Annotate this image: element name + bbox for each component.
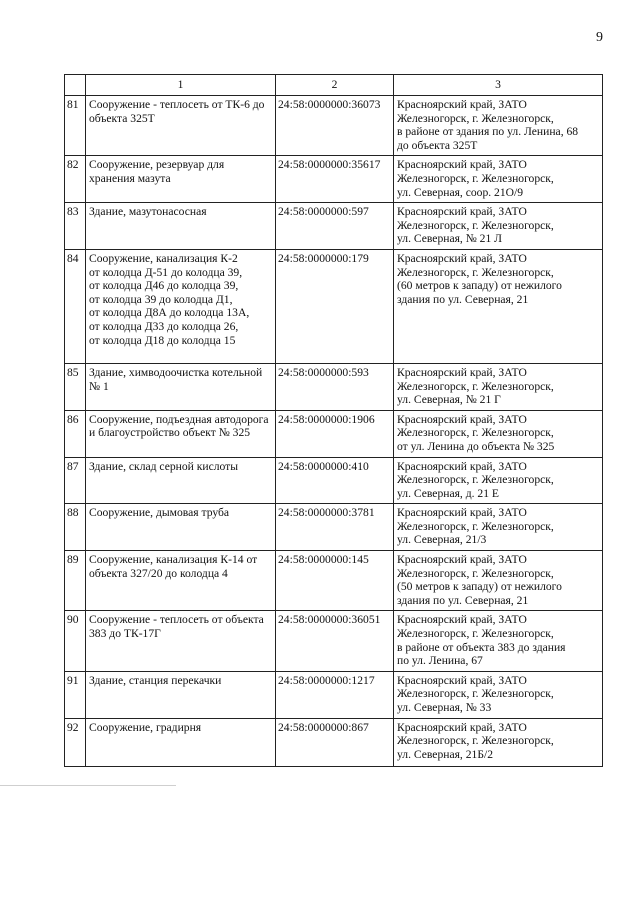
header-cell-cadastral: 2 bbox=[276, 75, 394, 96]
row-number-cell: 82 bbox=[65, 156, 86, 203]
object-name-cell bbox=[86, 611, 276, 671]
table-row bbox=[65, 611, 603, 671]
row-number-cell: 84 bbox=[65, 249, 86, 363]
table-row bbox=[65, 671, 603, 718]
table-row bbox=[65, 203, 603, 250]
table-row bbox=[65, 410, 603, 457]
address-line: ул. Северная, 21/3 bbox=[397, 533, 487, 547]
cadastral-number-cell: 24:58:0000000:593 bbox=[276, 363, 394, 410]
object-name-line: от колодца Д18 до колодца 15 bbox=[89, 333, 236, 347]
address-cell bbox=[394, 504, 603, 551]
object-name-cell bbox=[86, 457, 276, 504]
address-line: в районе от здания по ул. Ленина, 68 bbox=[397, 125, 579, 139]
cadastral-number-cell: 24:58:0000000:36073 bbox=[276, 96, 394, 156]
object-name-line: Сооружение, резервуар для bbox=[89, 158, 225, 172]
object-name-cell bbox=[86, 203, 276, 250]
property-registry-table bbox=[64, 74, 603, 767]
address-line: ул. Северная, 21Б/2 bbox=[397, 747, 493, 761]
address-line: (50 метров к западу) от нежилого bbox=[397, 580, 562, 594]
object-name-line: 383 до ТК-17Г bbox=[89, 627, 161, 641]
row-number-cell: 91 bbox=[65, 671, 86, 718]
address-line: Железногорск, г. Железногорск, bbox=[397, 566, 554, 580]
object-name-line: Здание, станция перекачки bbox=[89, 673, 222, 687]
object-name-cell bbox=[86, 363, 276, 410]
address-cell bbox=[394, 611, 603, 671]
object-name-line: от колодца Д46 до колодца 39, bbox=[89, 279, 239, 293]
table-row bbox=[65, 457, 603, 504]
header-cell-address: 3 bbox=[394, 75, 603, 96]
address-line: Железногорск, г. Железногорск, bbox=[397, 265, 554, 279]
address-line: Красноярский край, ЗАТО bbox=[397, 673, 527, 687]
cadastral-number-cell: 24:58:0000000:35617 bbox=[276, 156, 394, 203]
address-line: в районе от объекта 383 до здания bbox=[397, 640, 566, 654]
object-name-cell bbox=[86, 156, 276, 203]
object-name-line: Здание, химводоочистка котельной bbox=[89, 365, 263, 379]
address-line: ул. Северная, д. 21 Е bbox=[397, 486, 499, 500]
cadastral-number-cell: 24:58:0000000:410 bbox=[276, 457, 394, 504]
address-line: Красноярский край, ЗАТО bbox=[397, 158, 527, 172]
object-name-cell bbox=[86, 249, 276, 363]
address-line: здания по ул. Северная, 21 bbox=[397, 593, 529, 607]
address-cell bbox=[394, 249, 603, 363]
cadastral-number-cell: 24:58:0000000:145 bbox=[276, 551, 394, 611]
row-number-cell: 86 bbox=[65, 410, 86, 457]
address-cell bbox=[394, 203, 603, 250]
address-line: (60 метров к западу) от нежилого bbox=[397, 279, 562, 293]
address-cell bbox=[394, 363, 603, 410]
address-cell bbox=[394, 671, 603, 718]
address-line: Железногорск, г. Железногорск, bbox=[397, 111, 554, 125]
address-line: Железногорск, г. Железногорск, bbox=[397, 426, 554, 440]
table-body bbox=[65, 96, 603, 767]
address-line: Железногорск, г. Железногорск, bbox=[397, 218, 554, 232]
row-number-cell: 90 bbox=[65, 611, 86, 671]
row-number-cell: 85 bbox=[65, 363, 86, 410]
row-number-cell: 83 bbox=[65, 203, 86, 250]
address-cell bbox=[394, 96, 603, 156]
object-name-line: объекта 325Т bbox=[89, 111, 155, 125]
address-line: по ул. Ленина, 67 bbox=[397, 654, 483, 668]
object-name-cell bbox=[86, 410, 276, 457]
row-number-cell: 87 bbox=[65, 457, 86, 504]
address-line: от ул. Ленина до объекта № 325 bbox=[397, 439, 555, 453]
table-row bbox=[65, 156, 603, 203]
object-name-line: от колодца 39 до колодца Д1, bbox=[89, 292, 233, 306]
address-line: Красноярский край, ЗАТО bbox=[397, 720, 527, 734]
address-line: ул. Северная, соор. 21О/9 bbox=[397, 185, 524, 199]
object-name-line: Сооружение, канализация К-2 bbox=[89, 251, 238, 265]
object-name-line: Сооружение, подъездная автодорога bbox=[89, 412, 269, 426]
object-name-cell bbox=[86, 718, 276, 766]
address-line: Железногорск, г. Железногорск, bbox=[397, 379, 554, 393]
object-name-line: и благоустройство объект № 325 bbox=[89, 426, 251, 440]
cadastral-number-cell: 24:58:0000000:3781 bbox=[276, 504, 394, 551]
header-row bbox=[65, 75, 603, 96]
address-line: Железногорск, г. Железногорск, bbox=[397, 687, 554, 701]
row-number-cell: 89 bbox=[65, 551, 86, 611]
object-name-line: от колодца Д33 до колодца 26, bbox=[89, 319, 239, 333]
object-name-cell bbox=[86, 504, 276, 551]
header-cell-name: 1 bbox=[86, 75, 276, 96]
address-line: Красноярский край, ЗАТО bbox=[397, 365, 527, 379]
cadastral-number-cell: 24:58:0000000:1217 bbox=[276, 671, 394, 718]
address-line: Железногорск, г. Железногорск, bbox=[397, 627, 554, 641]
address-line: до объекта 325Т bbox=[397, 138, 478, 152]
object-name-cell bbox=[86, 96, 276, 156]
object-name-line: Сооружение - теплосеть от объекта bbox=[89, 613, 264, 627]
address-line: Красноярский край, ЗАТО bbox=[397, 459, 527, 473]
row-number-cell: 81 bbox=[65, 96, 86, 156]
table-row bbox=[65, 249, 603, 363]
object-name-line: Здание, склад серной кислоты bbox=[89, 459, 239, 473]
object-name-line: от колодца Д8А до колодца 13А, bbox=[89, 306, 250, 320]
address-line: Красноярский край, ЗАТО bbox=[397, 98, 527, 111]
scan-artifact-line bbox=[0, 785, 176, 786]
table-row bbox=[65, 504, 603, 551]
address-line: здания по ул. Северная, 21 bbox=[397, 292, 529, 306]
address-line: Железногорск, г. Железногорск, bbox=[397, 734, 554, 748]
object-name-line: Сооружение, дымовая труба bbox=[89, 506, 230, 520]
object-name-cell bbox=[86, 551, 276, 611]
address-line: ул. Северная, № 21 Л bbox=[397, 232, 503, 246]
cadastral-number-cell: 24:58:0000000:179 bbox=[276, 249, 394, 363]
header-cell-number bbox=[65, 75, 86, 96]
address-cell bbox=[394, 457, 603, 504]
address-line: Красноярский край, ЗАТО bbox=[397, 553, 527, 567]
address-line: ул. Северная, № 33 bbox=[397, 701, 492, 714]
address-line: Красноярский край, ЗАТО bbox=[397, 506, 527, 520]
cadastral-number-cell: 24:58:0000000:36051 bbox=[276, 611, 394, 671]
page-number: 9 bbox=[596, 30, 603, 45]
object-name-line: Сооружение, канализация К-14 от bbox=[89, 553, 258, 567]
cadastral-number-cell: 24:58:0000000:1906 bbox=[276, 410, 394, 457]
address-line: Железногорск, г. Железногорск, bbox=[397, 171, 554, 185]
address-line: Красноярский край, ЗАТО bbox=[397, 613, 527, 627]
object-name-line: № 1 bbox=[89, 379, 109, 393]
row-number-cell: 92 bbox=[65, 718, 86, 766]
object-name-line: хранения мазута bbox=[89, 171, 171, 185]
object-name-line: Сооружение, градирня bbox=[89, 720, 202, 734]
table-row bbox=[65, 96, 603, 156]
address-cell bbox=[394, 718, 603, 766]
object-name-line: от колодца Д-51 до колодца 39, bbox=[89, 265, 243, 279]
address-cell bbox=[394, 551, 603, 611]
address-line: Красноярский край, ЗАТО bbox=[397, 251, 527, 265]
object-name-line: Здание, мазутонасосная bbox=[89, 205, 207, 219]
address-line: Красноярский край, ЗАТО bbox=[397, 205, 527, 219]
table-row bbox=[65, 718, 603, 766]
object-name-line: объекта 327/20 до колодца 4 bbox=[89, 566, 228, 580]
address-line: Железногорск, г. Железногорск, bbox=[397, 473, 554, 487]
address-cell bbox=[394, 410, 603, 457]
address-line: ул. Северная, № 21 Г bbox=[397, 393, 501, 407]
address-line: Красноярский край, ЗАТО bbox=[397, 412, 527, 426]
address-cell bbox=[394, 156, 603, 203]
row-number-cell: 88 bbox=[65, 504, 86, 551]
object-name-line: Сооружение - теплосеть от ТК-6 до bbox=[89, 98, 265, 111]
object-name-cell bbox=[86, 671, 276, 718]
address-line: Железногорск, г. Железногорск, bbox=[397, 519, 554, 533]
cadastral-number-cell: 24:58:0000000:597 bbox=[276, 203, 394, 250]
table-row bbox=[65, 551, 603, 611]
cadastral-number-cell: 24:58:0000000:867 bbox=[276, 718, 394, 766]
table-row bbox=[65, 363, 603, 410]
